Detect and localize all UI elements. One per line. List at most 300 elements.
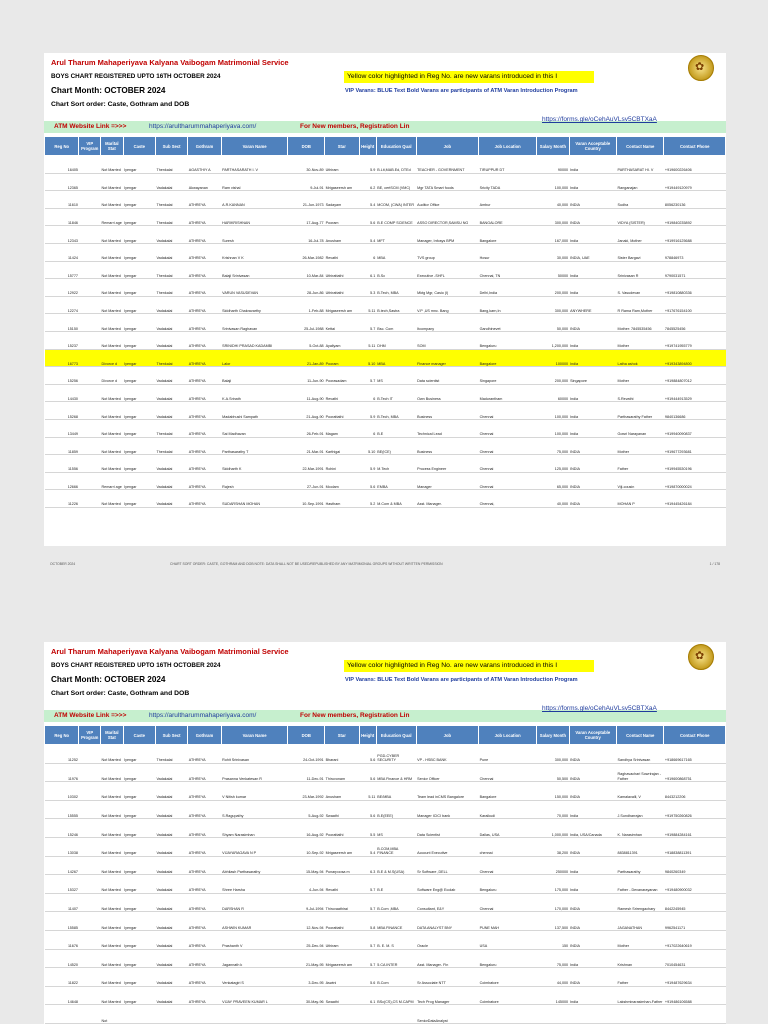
table-cell: 5.8 [359,912,376,931]
table-cell: Bangalore [479,349,537,367]
table-cell: 21-Aug-90 [288,402,325,420]
table-row[interactable] [45,419,726,437]
table-cell: Parthasarathy Father [617,402,664,420]
table-row[interactable] [45,800,726,819]
registration-form-link[interactable]: https://forms.gle/oCehAuVLsv5CBTXaA [542,705,657,712]
table-cell: B.Com [376,968,416,987]
table-cell: ATHREYA [188,490,221,508]
sort-order: Chart Sort order: Caste, Gothram and DOB [51,690,190,697]
table-cell: 7845525456 [664,314,726,332]
table-row[interactable] [45,490,726,508]
table-cell: Mother [617,367,664,385]
table-cell: Chennai [479,472,537,490]
table-cell: Not Married [101,173,124,191]
table-cell: 7010454631 [664,949,726,968]
table-cell: Thiruvaathirai [325,893,359,912]
table-cell [79,472,101,490]
table-cell: 5.3 [359,279,376,297]
table-cell: Asst. Manager. [416,490,478,508]
table-cell: 50,000 [537,314,569,332]
table-cell: Iyengar [123,472,155,490]
table-cell: MBA Finance & HRM [376,763,416,782]
table-row[interactable] [45,191,726,209]
table-cell: B.Lit,MAB.Ed, DTEd [376,156,416,174]
table-cell: INDIA, UAE [569,243,616,261]
table-cell: Mother: 7845535456 [617,314,664,332]
table-cell: Vadakalai [155,384,187,402]
table-row[interactable] [45,986,726,1005]
table-cell: INDIA [569,490,616,508]
table-cell: Pooram [325,349,359,367]
table-cell: Uthirattathi [325,279,359,297]
table-cell: K. Narasimhan [617,819,664,838]
table-cell: 28-Jun-86 [288,279,325,297]
table-cell: 14267 [45,856,79,875]
table-cell: MS [376,367,416,385]
table-row[interactable] [45,837,726,856]
table-row[interactable] [45,455,726,473]
table-cell [79,331,101,349]
table-cell: Finance manager [416,349,478,367]
table-cell: Janaki, Mother [617,226,664,244]
table-row[interactable] [45,819,726,838]
table-cell: ATHREYA [188,331,221,349]
table-cell [79,949,101,968]
page-footer [50,562,720,572]
table-cell: Poorattathi [325,402,359,420]
table-cell [221,1005,288,1024]
table-cell: Vadakalai [155,968,187,987]
table-cell: INDIA [569,437,616,455]
table-cell: Manager, Infosys BPM [416,226,478,244]
table-row[interactable] [45,261,726,279]
table-cell: 12274 [45,296,79,314]
table-cell: SOM [416,331,478,349]
chart-month: Chart Month: OCTOBER 2024 [51,86,166,95]
column-header: Caste [123,726,155,745]
table-cell: 6 [359,419,376,437]
table-cell: 150,000 [537,782,569,801]
column-header: Contact Name [617,137,664,156]
table-cell: Not Married [101,490,124,508]
table-cell: +919343894800 [664,349,726,367]
table-cell: Iyengar [123,455,155,473]
table-cell: B.Com ,MBA [376,893,416,912]
table-row[interactable] [45,279,726,297]
table-cell: 5.11 [359,782,376,801]
table-cell: J.Sundharrajan [617,800,664,819]
table-cell: Moolam [325,472,359,490]
table-cell: Vadakalai [155,314,187,332]
column-header: Marital Stat [101,137,124,156]
table-cell: Bharani [325,745,359,764]
table-row[interactable] [45,156,726,174]
table-cell: Iyengar [123,314,155,332]
table-cell: Not Married [101,930,124,949]
table-cell: Vadakalai [155,912,187,931]
table-cell: Iyengar [123,490,155,508]
table-cell: VIJAYARAGAVA N P [221,837,288,856]
table-cell: Karthigai [325,437,359,455]
table-cell: 40,000 [537,490,569,508]
table-cell: Iyengar [123,191,155,209]
table-cell: 27-Jun-91 [288,472,325,490]
table-cell: 5.6 [359,968,376,987]
table-cell: 300,000 [537,296,569,314]
vip-note: VIP Varans: BLUE Text Bold Varans are participants of ATM Varan Introduction Program [345,677,578,683]
table-cell: 5.6 [359,800,376,819]
table-cell: 4-Jun-94 [288,875,325,894]
table-cell [79,384,101,402]
table-cell: Not Married [101,986,124,1005]
table-row[interactable] [45,968,726,987]
table-cell: 13449 [45,419,79,437]
table-row[interactable] [45,402,726,420]
table-cell: 5.10 [359,349,376,367]
atm-website-link[interactable]: https://arultharummahaperiyava.com/ [149,123,257,130]
table-cell: Iyengar [123,296,155,314]
table-cell: 75,000 [537,949,569,968]
table-cell: 6 [359,243,376,261]
table-cell [79,367,101,385]
yellow-highlight-note: Yellow color highlighted in Reg No. are new varans introduced in this I [344,660,594,672]
table-cell: 5.4 [359,191,376,209]
table-cell: Mrigaseersh am [325,296,359,314]
table-cell [188,1005,221,1024]
table-cell: 6.1 [359,986,376,1005]
table-cell: 9-Jul-1994 [288,893,325,912]
table-cell: 11676 [45,930,79,949]
table-cell [79,191,101,209]
table-cell: INDIA [569,191,616,209]
table-cell: 13038 [45,837,79,856]
table-cell: 1,000,000 [537,819,569,838]
table-cell: Kamalavalli, V [617,782,664,801]
table-cell: VIDYA (SISTER) [617,208,664,226]
table-cell: 145000 [537,986,569,1005]
table-cell: Bengaluru [479,949,537,968]
table-row[interactable] [45,1005,726,1024]
table-cell: JAGANATHAN [617,912,664,931]
table-cell: Chennai [479,419,537,437]
table-cell: BE/MBA [376,782,416,801]
table-row[interactable] [45,384,726,402]
table-cell: 9840260349 [664,856,726,875]
table-cell: Coimbatore [479,968,537,987]
table-cell: India [569,856,616,875]
column-header: Education Qual [376,137,416,156]
table-cell: Not Married [101,745,124,764]
table-cell: Not Married [101,819,124,838]
table-cell: 5-Aug-92 [288,800,325,819]
table-cell: PARTHASARATH I. V [221,156,288,174]
atm-website-link[interactable]: https://arultharummahaperiyava.com/ [149,712,257,719]
table-cell: Uthirattathi [325,261,359,279]
table-cell: B.Tech, MBA [376,279,416,297]
table-cell: Not Married [101,912,124,931]
table-cell: 10-Mar-84 [288,261,325,279]
chart-header [44,642,726,725]
table-cell: DHM [376,331,416,349]
table-cell: Business [416,437,478,455]
table-row[interactable] [45,226,726,244]
table-cell: Not Married [101,782,124,801]
table-cell [617,1005,664,1024]
table-row[interactable] [45,173,726,191]
table-cell: 12-Nov-94 [288,912,325,931]
table-cell: MBA FINANCE [376,912,416,931]
table-cell: 16-Jul-78 [288,226,325,244]
table-row[interactable] [45,243,726,261]
table-cell: Kettai [325,314,359,332]
table-header [45,137,726,156]
table-cell: A.R.KANNAN [221,191,288,209]
table-cell: Chennai, [479,490,537,508]
table-row[interactable] [45,472,726,490]
table-cell [569,1005,616,1024]
table-cell: INDIA [569,745,616,764]
table-row[interactable] [45,949,726,968]
table-cell: 100,000 [537,402,569,420]
table-cell: Manager [416,472,478,490]
table-row[interactable] [45,893,726,912]
table-cell: Punarpoosa m [325,856,359,875]
table-cell: ATHREYA [188,243,221,261]
table-cell: 15268 [45,402,79,420]
table-cell: 14520 [45,949,79,968]
table-cell: 150 [537,930,569,949]
table-cell: Remarri age [101,208,124,226]
table-cell: INDIA [569,314,616,332]
table-cell: India, USA/Canada [569,819,616,838]
table-cell: 5.7 [359,949,376,968]
table-cell: 22-Mar-1991 [288,455,325,473]
table-cell: Karaikudi [479,800,537,819]
table-cell: TEACHER - GOVERNMENT [416,156,478,174]
table-cell: +919677293681 [664,437,726,455]
table-cell: Sai Madhavan [221,419,288,437]
table-cell: 5.11 [359,331,376,349]
table-cell: Mrigaseersh am [325,949,359,968]
yellow-highlight-note: Yellow color highlighted in Reg No. are new varans introduced in this I [344,71,594,83]
table-cell: +917022640619 [664,930,726,949]
table-cell: Prashanth V [221,930,288,949]
table-cell: Bangalore [479,782,537,801]
table-cell: ATHREYA [188,367,221,385]
table-cell: Not Married [101,837,124,856]
table-cell: Iyengar [123,856,155,875]
table-cell: Iyengar [123,419,155,437]
table-cell: Not Married [101,156,124,174]
table-cell: Iyengar [123,261,155,279]
table-cell: B.E [376,875,416,894]
table-cell: Not Married [101,243,124,261]
registration-form-link[interactable]: https://forms.gle/oCehAuVLsv5CBTXaA [542,116,657,123]
table-cell: Iyengar [123,986,155,1005]
column-header: Job Location [479,137,537,156]
column-header: Varan Acceptable Country [569,137,616,156]
table-row[interactable] [45,296,726,314]
table-cell: Executive -SHFL [416,261,478,279]
table-cell: Prasanna Venkatesan R [221,763,288,782]
table-cell: 11424 [45,243,79,261]
table-cell: ATHREYA [188,349,221,367]
table-cell: +918838811391 [664,837,726,856]
table-cell: 21-Jan-89 [288,349,325,367]
table-row[interactable] [45,745,726,764]
table-cell: Iyengar [123,837,155,856]
table-cell: 26-Mar-1982 [288,243,325,261]
table-row[interactable] [45,912,726,931]
table-cell: Father [617,968,664,987]
table-cell: chennai [479,837,537,856]
table-row[interactable] [45,367,726,385]
table-cell: Not Married [101,402,124,420]
table-cell: DATA ANALYST BNY [416,912,478,931]
table-cell: +919940090837 [664,419,726,437]
table-cell: Ambur [479,191,537,209]
table-cell: 6.2 [359,173,376,191]
table-cell: ATHREYA [188,261,221,279]
table-row[interactable] [45,208,726,226]
table-cell: BE(ICE) [376,437,416,455]
table-cell: 11556 [45,455,79,473]
table-cell: Iyengar [123,208,155,226]
table-cell: +919840235892 [664,208,726,226]
table-row[interactable] [45,331,726,349]
table-row[interactable] [45,437,726,455]
table-cell: Krishnan V K [221,243,288,261]
table-cell: INDIA [569,782,616,801]
table-cell: Vadakalai [155,455,187,473]
new-members-label: For New members, Registration Lin [300,712,410,719]
table-cell: VIJAY PRAVEEN KUMAR L [221,986,288,1005]
table-cell: Mktg Mgr, Casio (I) [416,279,478,297]
table-cell: 14648 [45,986,79,1005]
table-cell: 30-Nov-89 [288,156,325,174]
table-cell: 15246 [45,819,79,838]
table-cell: Vadakalai [155,763,187,782]
table-cell: Not Married [101,296,124,314]
table-cell [537,1005,569,1024]
table-cell: Vadakalai [155,331,187,349]
chart-header [44,53,726,136]
table-cell: Not Married [101,893,124,912]
table-cell: 5.4 [359,837,376,856]
table-cell: ATHREYA [188,949,221,968]
table-cell: +919884284161 [664,819,726,838]
table-cell: Oracle [416,930,478,949]
table-cell: Delhi,India [479,279,537,297]
table-cell: Vadakalai [155,490,187,508]
table-cell: Vadakalai [155,930,187,949]
table-cell: 15150 [45,314,79,332]
table-header [45,726,726,745]
table-cell: Swaathi [325,800,359,819]
table-cell: Thenkalai [155,279,187,297]
table-cell: Shree Harsha [221,875,288,894]
table-cell: Vadakalai [155,986,187,1005]
table-row[interactable] [45,782,726,801]
table-cell: 175,000 [537,875,569,894]
table-row[interactable] [45,763,726,782]
table-cell: BANGALORE [479,208,537,226]
table-cell: Iyengar [123,930,155,949]
table-cell: Revathi [325,243,359,261]
table-cell: Business [416,402,478,420]
table-cell: Vadakalai [155,856,187,875]
table-cell [79,968,101,987]
table-row[interactable] [45,875,726,894]
table-cell: +919445426184 [664,490,726,508]
table-row[interactable] [45,314,726,332]
table-cell: Not Married [101,437,124,455]
column-header: Reg No [45,726,79,745]
table-cell: 300,000 [537,208,569,226]
table-cell: +919810880336 [664,279,726,297]
table-cell: Not Married [101,949,124,968]
table-cell: Gandhinevet [479,314,537,332]
table-cell: Mrigaseersh am [325,173,359,191]
table-cell: 10-Sep-92 [288,837,325,856]
table-cell: India [569,156,616,174]
table-cell: B.E & M.S(USA) [376,856,416,875]
table-cell: Team lead inCMS Bangalore [416,782,478,801]
table-row[interactable] [45,856,726,875]
table-cell [79,279,101,297]
table-cell: INDIA [569,763,616,782]
table-cell: 5.7 [359,314,376,332]
table-cell: SRINIDHI PRASAD KADAMBI [221,331,288,349]
table-row[interactable] [45,930,726,949]
table-cell: ATHREYA [188,296,221,314]
table-cell: Iyengar [123,279,155,297]
table-cell: Iyengar [123,875,155,894]
table-cell: Vadakalai [155,173,187,191]
table-cell: 250000 [537,856,569,875]
table-cell: Iyengar [123,402,155,420]
table-cell: 5.CA INTER [376,949,416,968]
column-header: Height [359,726,376,745]
table-cell: MFT [376,226,416,244]
column-header: Contact Name [617,726,664,745]
table-cell: 5.6 [359,208,376,226]
table-cell: Sandhya Srinivasan [617,745,664,764]
table-cell [288,1005,325,1024]
table-cell: Data Scientist [416,819,478,838]
table-cell: 21-May-95 [288,949,325,968]
table-cell: B.E COMP SCIENCE [376,208,416,226]
table-cell: Sr Associate NTT [416,968,478,987]
column-header: Job [416,137,478,156]
table-cell: Consultant, E&Y [416,893,478,912]
table-cell: India [569,279,616,297]
table-cell [79,419,101,437]
table-cell [79,173,101,191]
table-cell: ATHREYA [188,875,221,894]
table-cell: Anusham [325,226,359,244]
table-body [45,156,726,508]
table-cell: ASSO DIRECTOR,SAMSU NG [416,208,478,226]
table-cell: ATHREYA [188,314,221,332]
table-cell: +917676154100 [664,296,726,314]
table-cell: SeniorDataAnalyst [416,1005,478,1024]
table-cell: Poorattathi [325,819,359,838]
table-row[interactable] [45,349,726,367]
table-cell: Chennai, TN [479,261,537,279]
table-cell: Father [617,455,664,473]
table-cell: Vadakalai [155,226,187,244]
